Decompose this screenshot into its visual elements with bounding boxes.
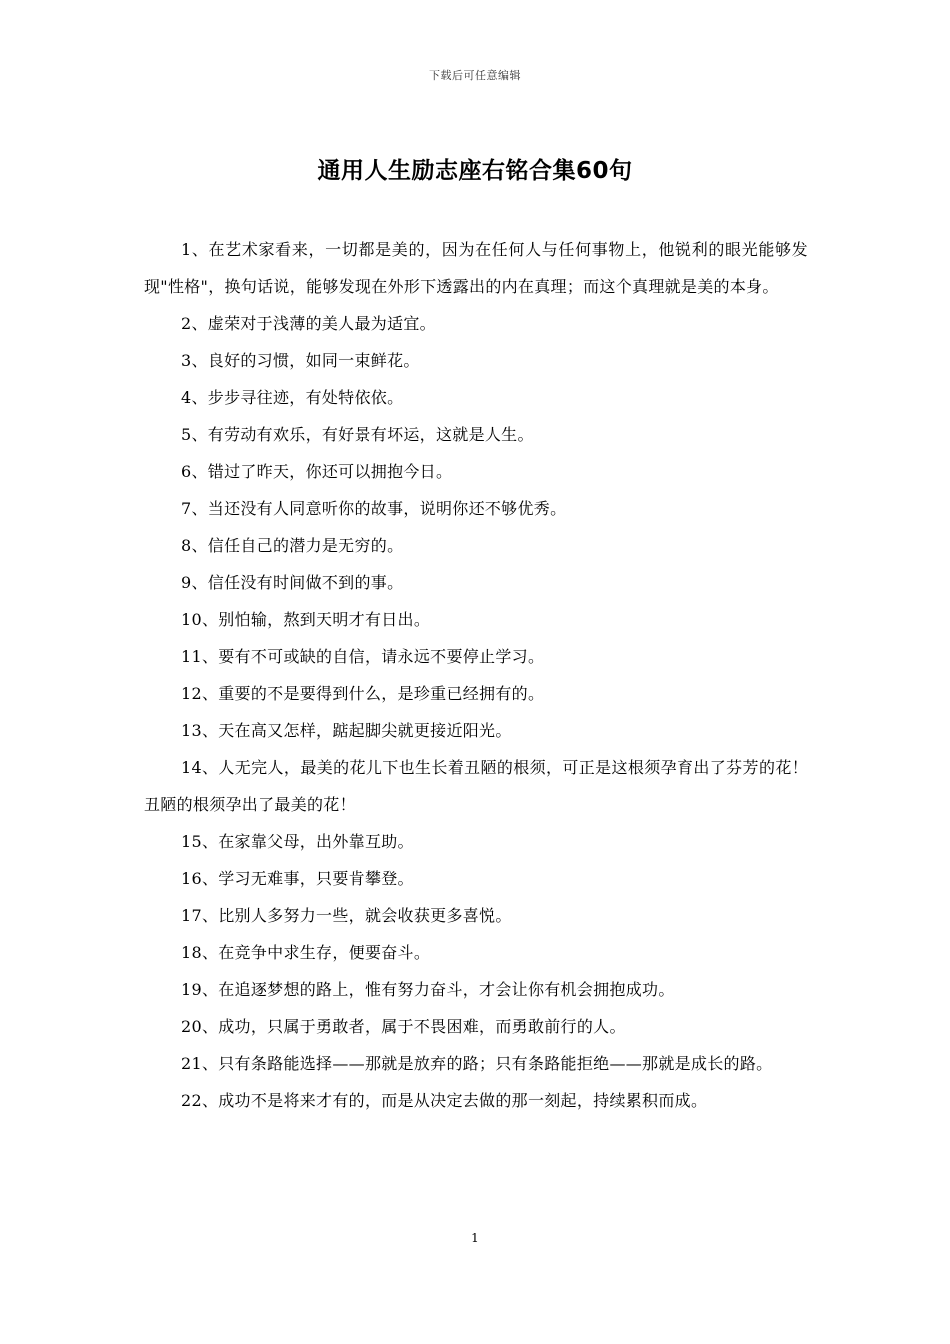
paragraph: 22、成功不是将来才有的，而是从决定去做的那一刻起，持续累积而成。	[181, 1091, 708, 1110]
document-body	[144, 231, 808, 1119]
paragraph: 17、比别人多努力一些，就会收获更多喜悦。	[181, 906, 512, 925]
paragraph: 2、虚荣对于浅薄的美人最为适宜。	[181, 314, 436, 333]
paragraph: 4、步步寻往迹，有处特依依。	[181, 388, 404, 407]
paragraph: 9、信任没有时间做不到的事。	[181, 573, 404, 592]
paragraph: 16、学习无难事，只要肯攀登。	[181, 869, 414, 888]
paragraph: 5、有劳动有欢乐，有好景有坏运，这就是人生。	[181, 425, 534, 444]
paragraph: 10、别怕输，熬到天明才有日出。	[181, 610, 431, 629]
paragraph: 13、天在高又怎样，踮起脚尖就更接近阳光。	[181, 721, 512, 740]
paragraph: 19、在追逐梦想的路上，惟有努力奋斗，才会让你有机会拥抱成功。	[181, 980, 675, 999]
page-header: 下载后可任意编辑	[429, 69, 521, 82]
paragraph: 18、在竞争中求生存，便要奋斗。	[181, 943, 431, 962]
paragraph: 8、信任自己的潜力是无穷的。	[181, 536, 404, 555]
document-title: 通用人生励志座右铭合集60句	[317, 158, 633, 184]
paragraph: 21、只有条路能选择——那就是放弃的路；只有条路能拒绝——那就是成长的路。	[181, 1054, 773, 1073]
paragraph: 7、当还没有人同意听你的故事，说明你还不够优秀。	[181, 499, 567, 518]
paragraph: 1、在艺术家看来，一切都是美的，因为在任何人与任何事物上，他锐利的眼光能够发现"性格"，换句话说，能够发现在外形下透露出的内在真理；而这个真理就是美的本身。	[144, 240, 808, 296]
paragraph: 12、重要的不是要得到什么，是珍重已经拥有的。	[181, 684, 545, 703]
paragraph: 11、要有不可或缺的自信，请永远不要停止学习。	[181, 647, 545, 666]
paragraph: 14、人无完人，最美的花儿下也生长着丑陋的根须，可正是这根须孕育出了芬芳的花！丑陋的根须孕出了最美的花！	[144, 758, 808, 814]
page-number: 1	[471, 1231, 479, 1245]
paragraph: 6、错过了昨天，你还可以拥抱今日。	[181, 462, 453, 481]
paragraph: 3、良好的习惯，如同一束鲜花。	[181, 351, 420, 370]
paragraph: 15、在家靠父母，出外靠互助。	[181, 832, 414, 851]
paragraph: 20、成功，只属于勇敢者，属于不畏困难，而勇敢前行的人。	[181, 1017, 626, 1036]
